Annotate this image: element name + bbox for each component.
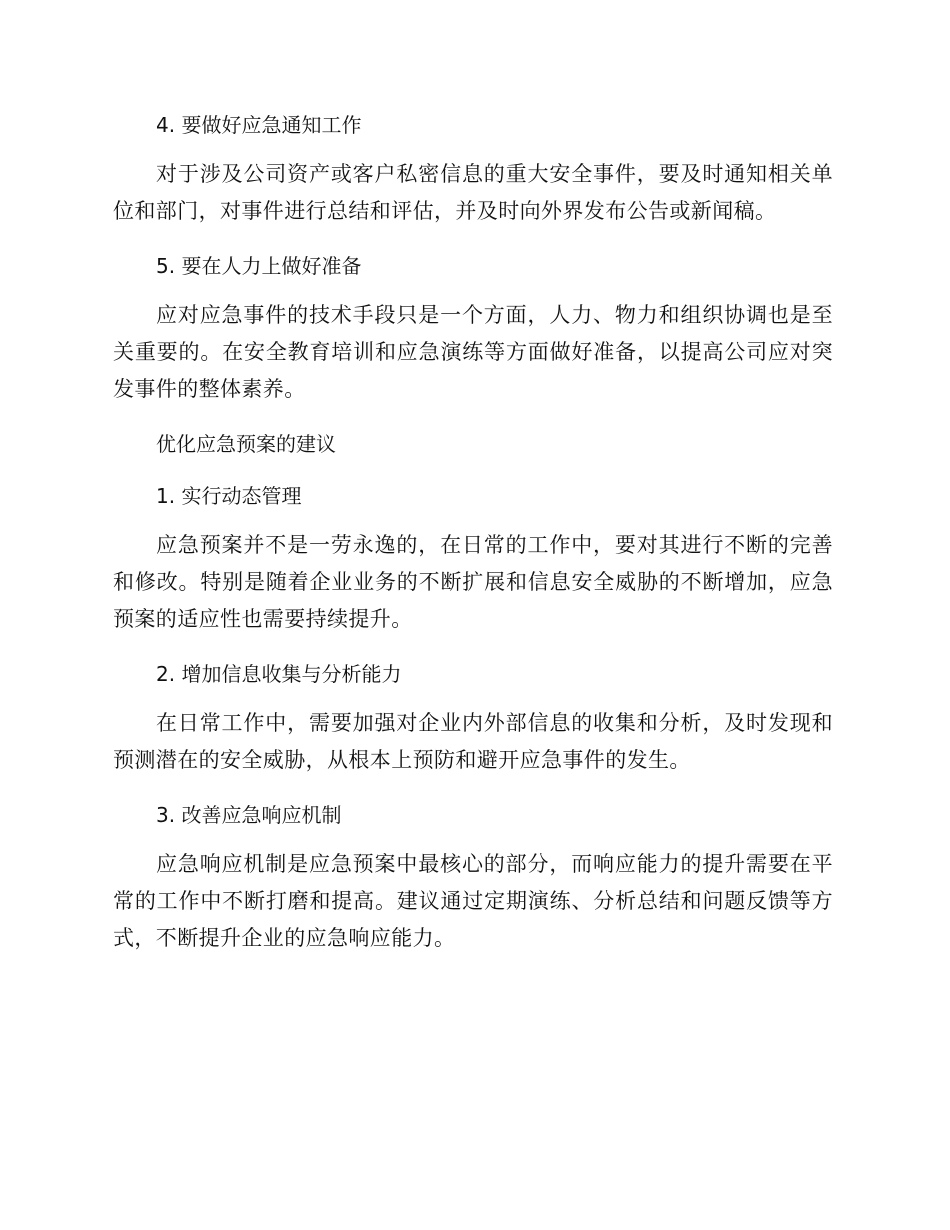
spacer <box>113 465 833 475</box>
section-heading-human-resources: 5. 要在人力上做好准备 <box>156 254 362 278</box>
section-heading-response-mechanism: 3. 改善应急响应机制 <box>156 803 342 827</box>
section-body-emergency-notification: 对于涉及公司资产或客户私密信息的重大安全事件，要及时通知相关单位和部门，对事件进行总结和评估，并及时向外界发布公告或新闻稿。 <box>113 162 833 223</box>
section-heading-information-analysis: 2. 增加信息收集与分析能力 <box>156 662 402 686</box>
section-body-dynamic-management: 应急预案并不是一劳永逸的，在日常的工作中，要对其进行不断的完善和修改。特别是随着企业业务的不断扩展和信息安全威胁的不断增加，应急预案的适应性也需要持续提升。 <box>113 533 833 631</box>
document-page <box>113 104 833 957</box>
section-heading-optimization-suggestions: 优化应急预案的建议 <box>156 432 336 456</box>
section-body-information-analysis: 在日常工作中，需要加强对企业内外部信息的收集和分析，及时发现和预测潜在的安全威胁，从根本上预防和避开应急事件的发生。 <box>113 711 833 772</box>
spacer <box>113 836 833 846</box>
spacer <box>113 638 833 653</box>
section-heading-dynamic-management: 1. 实行动态管理 <box>156 484 302 508</box>
spacer <box>113 146 833 156</box>
spacer <box>113 408 833 423</box>
section-heading-emergency-notification: 4. 要做好应急通知工作 <box>156 113 362 137</box>
spacer <box>113 779 833 794</box>
spacer <box>113 517 833 527</box>
spacer <box>113 695 833 705</box>
spacer <box>113 287 833 297</box>
section-body-response-mechanism: 应急响应机制是应急预案中最核心的部分，而响应能力的提升需要在平常的工作中不断打磨和提高。建议通过定期演练、分析总结和问题反馈等方式，不断提升企业的应急响应能力。 <box>113 852 833 950</box>
spacer <box>113 230 833 245</box>
section-body-human-resources: 应对应急事件的技术手段只是一个方面，人力、物力和组织协调也是至关重要的。在安全教育培训和应急演练等方面做好准备，以提高公司应对突发事件的整体素养。 <box>113 303 833 401</box>
